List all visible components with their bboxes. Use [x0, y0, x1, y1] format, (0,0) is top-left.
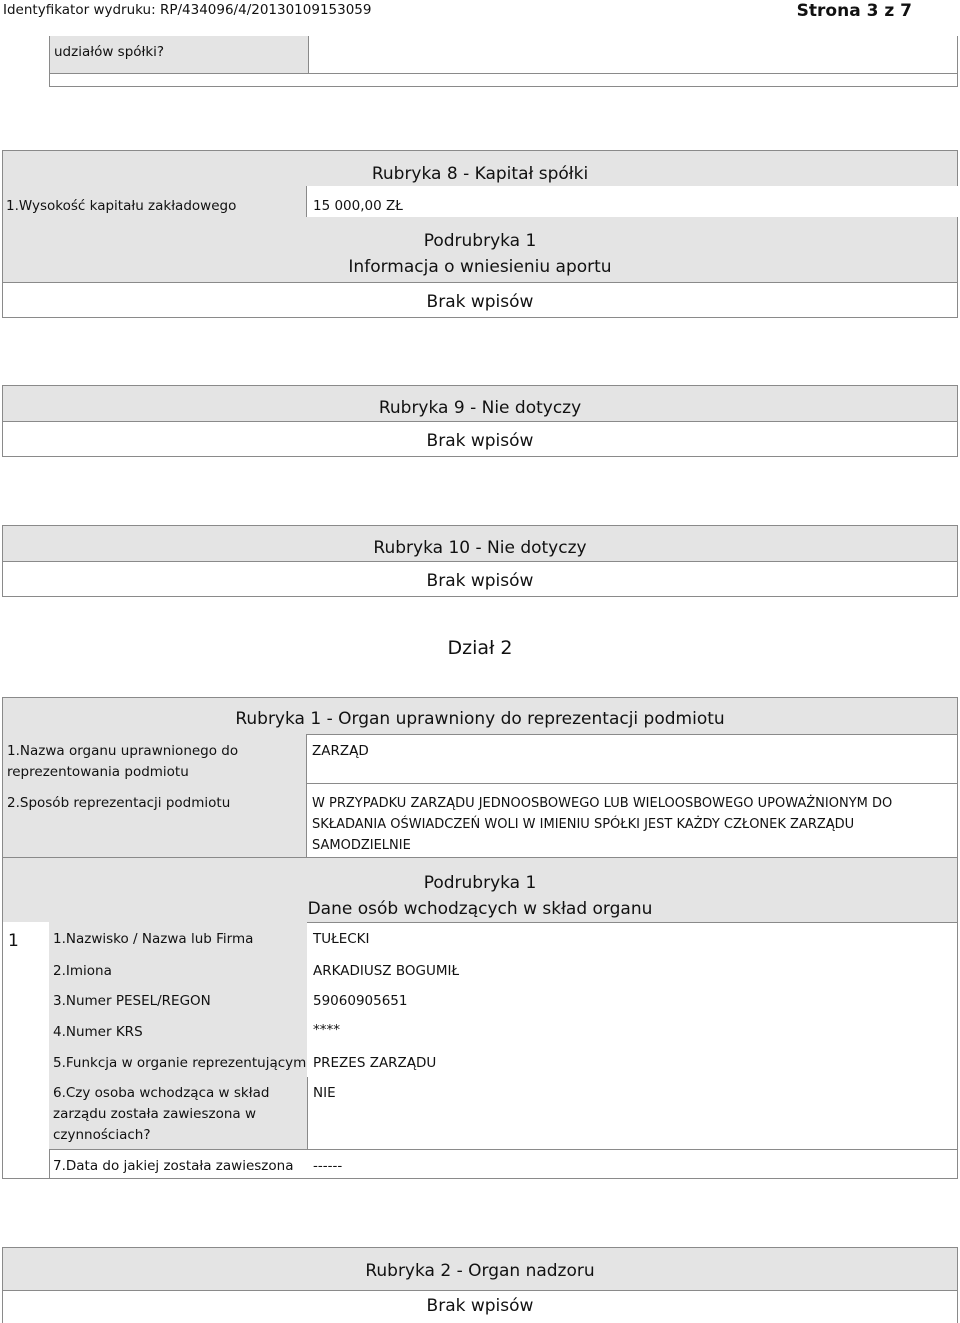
method-value-line-3: SAMODZIELNIE	[312, 838, 411, 853]
krs-label: 4.Numer KRS	[53, 1024, 143, 1040]
continued-label-cell	[49, 36, 309, 74]
organ-label-cell	[2, 734, 307, 784]
rubryka-10-header	[2, 525, 958, 562]
until-row	[49, 1149, 958, 1179]
suspended-label-line-3: czynnościach?	[53, 1127, 151, 1143]
suspended-label-line-2: zarządu została zawieszona w	[53, 1106, 257, 1122]
rubryka-9-header	[2, 385, 958, 422]
continued-value-cell	[308, 36, 958, 74]
method-label: 2.Sposób reprezentacji podmiotu	[7, 795, 231, 811]
organ-value: ZARZĄD	[312, 743, 369, 759]
capital-value-cell	[307, 186, 958, 218]
rubryka-9-empty: Brak wpisów	[426, 431, 534, 451]
rubryka-8-empty-row	[2, 282, 958, 318]
organ-label-line-1: 1.Nazwa organu uprawnionego do	[7, 743, 239, 759]
person-index-cell	[2, 922, 50, 1179]
rubryka-8-title: Rubryka 8 - Kapitał spółki	[371, 164, 589, 184]
rubryka-2-empty: Brak wpisów	[426, 1296, 534, 1316]
rubryka-9-title: Rubryka 9 - Nie dotyczy	[378, 398, 582, 418]
section-title: Dział 2	[447, 637, 513, 659]
rubryka-2-header	[2, 1247, 958, 1291]
rubryka-10-title: Rubryka 10 - Nie dotyczy	[373, 538, 587, 558]
suspended-label-line-1: 6.Czy osoba wchodząca w skład	[53, 1085, 270, 1101]
rubryka-9-empty-row	[2, 421, 958, 457]
function-label: 5.Funkcja w organie reprezentującym	[53, 1055, 307, 1071]
pesel-value: 59060905651	[313, 993, 408, 1009]
krs-value: ****	[313, 1022, 340, 1038]
rubryka-2-title: Rubryka 2 - Organ nadzoru	[365, 1261, 595, 1281]
until-label: 7.Data do jakiej została zawieszona	[53, 1158, 294, 1174]
page-number: Strona 3 z 7	[796, 1, 912, 21]
person-index: 1	[8, 931, 19, 951]
names-label-cell	[49, 953, 307, 985]
pesel-label: 3.Numer PESEL/REGON	[53, 993, 211, 1009]
capital-label: 1.Wysokość kapitału zakładowego	[6, 198, 237, 214]
surname-label-cell	[49, 922, 307, 954]
function-label-cell	[49, 1046, 307, 1078]
function-value-cell	[307, 1046, 958, 1078]
krs-value-cell	[307, 1015, 958, 1047]
surname-value-cell	[307, 922, 958, 954]
persons-sub-description: Dane osób wchodzących w skład organu	[307, 899, 653, 919]
suspended-value-cell	[307, 1077, 958, 1150]
names-value: ARKADIUSZ BOGUMIŁ	[313, 963, 460, 979]
organ-value-cell	[306, 734, 958, 784]
pesel-label-cell	[49, 984, 307, 1016]
suspended-label-cell	[49, 1077, 308, 1150]
until-value: ------	[313, 1158, 343, 1174]
rubryka-10-empty: Brak wpisów	[426, 571, 534, 591]
rubryka-8-sub-title: Podrubryka 1	[423, 231, 537, 251]
persons-subheader	[2, 857, 958, 923]
capital-value: 15 000,00 ZŁ	[313, 198, 403, 214]
continued-label: udziałów spółki?	[54, 44, 165, 60]
krs-label-cell	[49, 1015, 307, 1047]
organ-label-line-2: reprezentowania podmiotu	[7, 764, 189, 780]
method-value-line-1: W PRZYPADKU ZARZĄDU JEDNOOSBOWEGO LUB WIELOOSBOWEGO UPOWAŻNIONYM DO	[312, 796, 893, 811]
rubryka-8-empty: Brak wpisów	[426, 292, 534, 312]
person-right-border	[957, 922, 958, 1179]
rubryka-1-header	[2, 697, 958, 735]
rubryka-10-empty-row	[2, 561, 958, 597]
function-value: PREZES ZARZĄDU	[313, 1055, 437, 1071]
persons-sub-title: Podrubryka 1	[423, 873, 537, 893]
method-label-cell	[2, 783, 307, 858]
surname-value: TUŁECKI	[313, 931, 370, 947]
method-value-cell	[306, 783, 958, 858]
rubryka-2-empty-row	[2, 1290, 958, 1323]
rubryka-1-title: Rubryka 1 - Organ uprawniony do reprezentacji podmiotu	[235, 709, 725, 729]
pesel-value-cell	[307, 984, 958, 1016]
method-value-line-2: SKŁADANIA OŚWIADCZEŃ WOLI W IMIENIU SPÓŁKI JEST KAŻDY CZŁONEK ZARZĄDU	[312, 817, 855, 832]
names-value-cell	[307, 953, 958, 985]
rubryka-8-subheader	[2, 217, 958, 283]
names-label: 2.Imiona	[53, 963, 112, 979]
print-identifier: Identyfikator wydruku: RP/434096/4/20130109153059	[3, 2, 372, 18]
surname-label: 1.Nazwisko / Nazwa lub Firma	[53, 931, 254, 947]
continued-bottom-row	[49, 73, 958, 87]
suspended-value: NIE	[313, 1085, 336, 1101]
rubryka-8-sub-description: Informacja o wniesieniu aportu	[348, 257, 612, 277]
